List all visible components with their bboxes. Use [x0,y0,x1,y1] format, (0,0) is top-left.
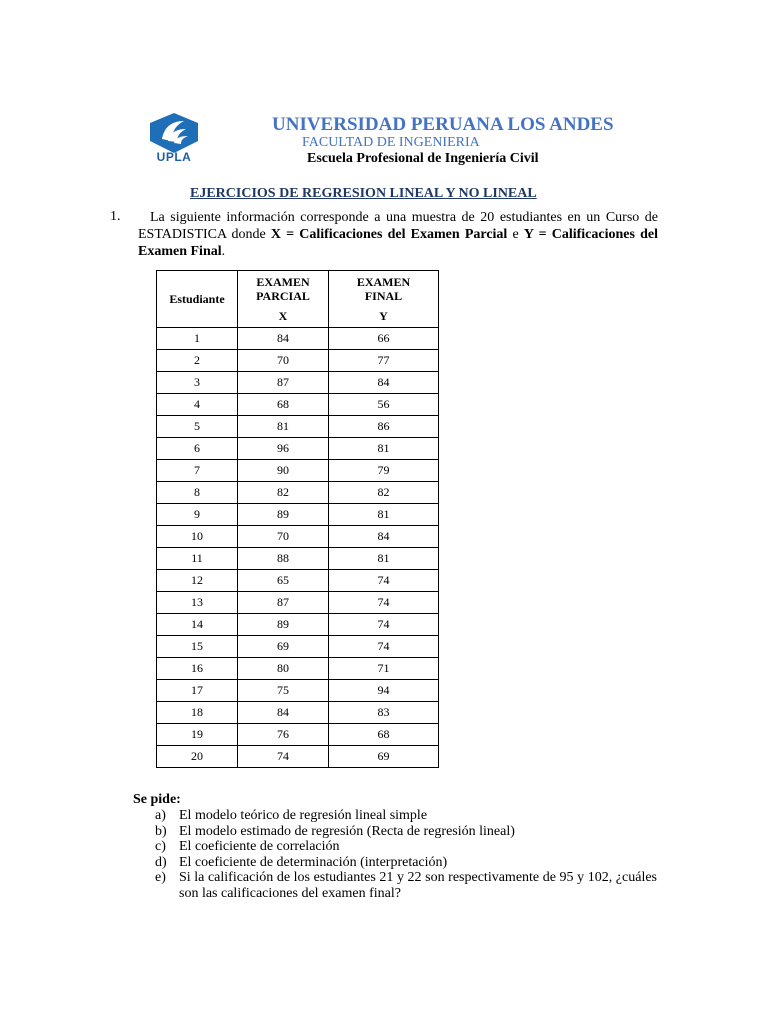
header-x-line2: PARCIAL [256,289,310,303]
cell-y: 83 [329,702,439,724]
exercise-statement [138,209,658,260]
header-x-line1: EXAMEN [256,275,310,289]
faculty-name: FACULTAD DE INGENIERIA [302,135,480,150]
cell-student: 5 [157,416,238,438]
table-row [157,460,439,482]
cell-x: 89 [238,504,329,526]
cell-y: 94 [329,680,439,702]
table-row [157,636,439,658]
list-item-letter: c) [155,839,166,854]
cell-x: 89 [238,614,329,636]
table-row [157,438,439,460]
cell-student: 7 [157,460,238,482]
tasks-list [155,808,657,901]
cell-student: 10 [157,526,238,548]
header-x-symbol: X [278,309,288,323]
table-row [157,614,439,636]
cell-student: 15 [157,636,238,658]
cell-student: 1 [157,328,238,350]
cell-x: 87 [238,372,329,394]
cell-student: 9 [157,504,238,526]
cell-y: 74 [329,636,439,658]
table-row [157,746,439,768]
cell-x: 84 [238,328,329,350]
grades-table [156,270,439,768]
cell-x: 96 [238,438,329,460]
table-row [157,328,439,350]
header-y-line1: EXAMEN [356,275,411,289]
cell-student: 17 [157,680,238,702]
table-row [157,394,439,416]
cell-y: 81 [329,438,439,460]
list-item-letter: a) [155,808,166,823]
table-row [157,416,439,438]
cell-x: 87 [238,592,329,614]
table-row [157,548,439,570]
cell-student: 16 [157,658,238,680]
table-row [157,570,439,592]
header-exam-final [329,271,439,328]
statement-x-definition: X = Calificaciones del Examen Parcial [270,227,508,242]
table-body [157,328,439,768]
cell-x: 70 [238,526,329,548]
cell-student: 19 [157,724,238,746]
cell-y: 74 [329,592,439,614]
header-student: Estudiante [157,271,238,328]
statement-text-b: e [507,227,524,242]
cell-student: 14 [157,614,238,636]
cell-y: 66 [329,328,439,350]
cell-y: 74 [329,614,439,636]
cell-y: 69 [329,746,439,768]
list-item-letter: d) [155,854,167,870]
document-title: EJERCICIOS DE REGRESION LINEAL Y NO LINEAL [190,186,537,201]
list-item-letter: b) [155,823,167,839]
list-item [155,855,657,871]
table-row [157,372,439,394]
list-item-text: El modelo estimado de regresión (Recta de regresión lineal) [179,823,515,839]
cell-x: 75 [238,680,329,702]
cell-y: 74 [329,570,439,592]
list-item-text: El coeficiente de determinación (interpretación) [179,854,448,870]
table-row [157,680,439,702]
cell-y: 86 [329,416,439,438]
header-y-symbol: Y [379,309,388,323]
cell-student: 2 [157,350,238,372]
logo-text: UPLA [156,150,192,164]
cell-x: 80 [238,658,329,680]
table-row [157,724,439,746]
table-row [157,592,439,614]
cell-y: 84 [329,526,439,548]
cell-x: 65 [238,570,329,592]
cell-y: 77 [329,350,439,372]
cell-x: 88 [238,548,329,570]
cell-student: 11 [157,548,238,570]
table-row [157,504,439,526]
header-y-line2: FINAL [364,289,403,303]
upla-emblem-icon [146,111,202,155]
list-item-text: El modelo teórico de regresión lineal simple [179,808,428,823]
university-name: UNIVERSIDAD PERUANA LOS ANDES [272,114,614,135]
table-row [157,482,439,504]
cell-y: 82 [329,482,439,504]
cell-student: 4 [157,394,238,416]
statement-text-a: La siguiente información corresponde a una muestra de 20 estudiantes en un Curso de ESTADISTICA donde [138,210,658,242]
cell-y: 68 [329,724,439,746]
list-item [155,824,657,840]
list-item [155,870,657,901]
table-header-row [157,271,439,328]
cell-student: 13 [157,592,238,614]
cell-x: 84 [238,702,329,724]
cell-x: 69 [238,636,329,658]
cell-student: 3 [157,372,238,394]
list-item-letter: e) [155,870,166,885]
statement-text-c: . [221,244,226,259]
cell-x: 70 [238,350,329,372]
cell-x: 90 [238,460,329,482]
list-item-text: Si la calificación de los estudiantes 21 y 22 son respectivamente de 95 y 102, ¿cuáles son las calificaciones del examen final? [179,870,657,901]
cell-y: 81 [329,548,439,570]
cell-student: 20 [157,746,238,768]
statement-y-definition: Y = Calificaciones del Examen Final [138,227,658,259]
cell-y: 79 [329,460,439,482]
cell-x: 76 [238,724,329,746]
cell-x: 81 [238,416,329,438]
cell-x: 82 [238,482,329,504]
cell-y: 84 [329,372,439,394]
list-item [155,808,657,824]
cell-y: 71 [329,658,439,680]
cell-student: 8 [157,482,238,504]
cell-student: 12 [157,570,238,592]
cell-y: 81 [329,504,439,526]
list-item-text: El coeficiente de correlación [179,839,340,854]
table-row [157,350,439,372]
cell-student: 6 [157,438,238,460]
table-row [157,526,439,548]
cell-x: 74 [238,746,329,768]
exercise-number: 1. [110,209,121,224]
cell-x: 68 [238,394,329,416]
cell-y: 56 [329,394,439,416]
tasks-heading: Se pide: [133,792,181,807]
table-row [157,702,439,724]
header-exam-partial [238,271,329,328]
table-row [157,658,439,680]
list-item [155,839,657,855]
school-name: Escuela Profesional de Ingeniería Civil [307,151,539,166]
cell-student: 18 [157,702,238,724]
